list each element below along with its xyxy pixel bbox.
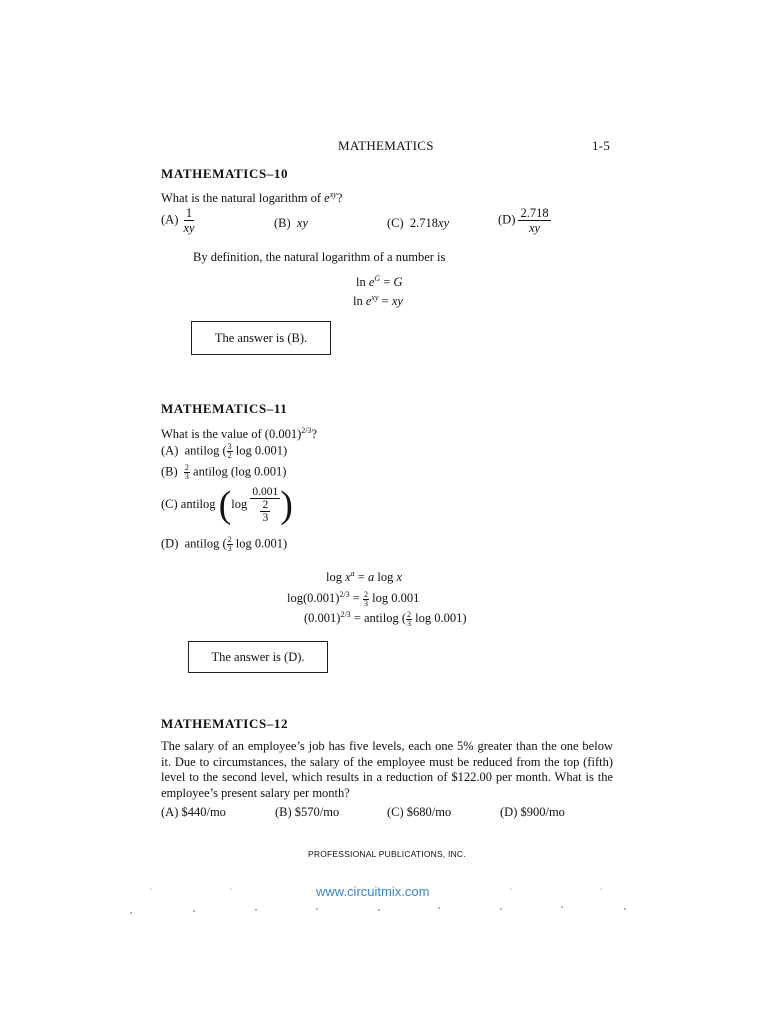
problem-12-option-a: (A) $440/mo <box>161 805 226 819</box>
page-number: 1-5 <box>592 138 611 153</box>
problem-11-option-d: (D) antilog ( $\frac{2}{3}$ log 0.001) <box>161 535 288 553</box>
problem-11-option-a: (A) antilog ( $\frac{3}{2}$ log 0.001) <box>161 442 288 460</box>
problem-12-title: MATHEMATICS–12 <box>161 716 289 731</box>
problem-11-answer-text: The answer is (D). <box>211 649 305 664</box>
watermark-link[interactable]: www.circuitmix.com <box>316 884 430 899</box>
problem-10-explanation: By definition, the natural logarithm of a number is <box>193 250 446 264</box>
problem-11-equation-2: $\log(0.001)^{2/3}$ = $\frac{2}{3}$ log 0.001 <box>287 589 420 608</box>
problem-12-option-b: (B) $570/mo <box>275 805 340 819</box>
problem-11-option-c: (C) antilog ( log 0.001 2 3 ) <box>161 484 293 526</box>
problem-10-option-b: (B) xy <box>274 216 309 230</box>
problem-10-option-d: (D) $\frac{2.718}{xy}$ <box>498 206 549 235</box>
problem-10-answer-text: The answer is (B). <box>214 330 308 345</box>
problem-10-question: What is the natural logarithm of $e^{xy}$? <box>161 190 343 206</box>
problem-12-option-c: (C) $680/mo <box>387 805 452 819</box>
problem-10-equation-1: $\ln e^G = G$ <box>356 274 403 290</box>
problem-12-option-d: (D) $900/mo <box>500 805 565 819</box>
problem-11-option-b: (B) $\frac{2}{3}$ antilog (log 0.001) <box>161 463 287 481</box>
problem-11-equation-3: $(0.001)^{2/3}$ = antilog ( $\frac{2}{3}$ log 0.001) <box>304 609 467 628</box>
problem-11-equation-1: $\log x^a = a$ log x <box>326 569 403 585</box>
problem-10-title: MATHEMATICS–10 <box>161 166 289 181</box>
problem-10-option-c: (C) 2.718xy <box>387 216 450 230</box>
page-header-title: MATHEMATICS <box>338 138 434 153</box>
problem-10-option-a: (A) $\frac{1}{xy}$ <box>161 206 195 235</box>
problem-11-question: What is the value of $(0.001)^{2/3}$? <box>161 426 318 442</box>
publisher-footer: PROFESSIONAL PUBLICATIONS, INC. <box>308 849 466 859</box>
problem-12-body: The salary of an employee’s job has five levels, each one 5% greater than the one below it. Due to circumstances, the salary of the employee must be reduced from the top (fifth) level to the second level, which results in a reduction of $122.00 per month. What is the employee’s present salary per month? <box>161 739 613 800</box>
problem-11-title: MATHEMATICS–11 <box>161 401 288 416</box>
problem-10-equation-2: $\ln e^{xy}$ = xy <box>353 293 403 309</box>
